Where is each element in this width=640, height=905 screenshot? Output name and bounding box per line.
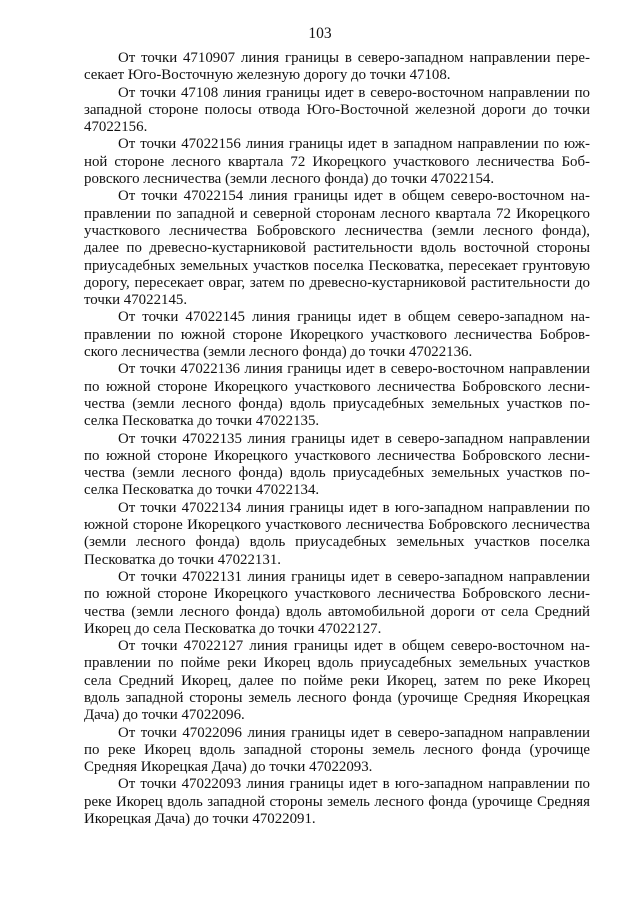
paragraph: От точки 47108 линия границы идет в северо-восточном направлении по западной стороне полосы отвода Юго-Восточной железной дороги до точки 47022156. xyxy=(84,84,590,136)
paragraph: От точки 47022145 линия границы идет в общем северо-западном направлении по южной стороне Икорецкого участкового лесничества Бобровского лесничества (земли лесного фонда) до точки 47022136. xyxy=(84,309,590,361)
paragraph: От точки 47022134 линия границы идет в юго-западном направлении по южной стороне Икорецкого участкового лесничества Бобровского лесничества (земли лесного фонда) вдоль приусадебных земельных участков поселка Песковатка до точки 47022131. xyxy=(84,499,590,568)
paragraph: От точки 47022135 линия границы идет в северо-западном направлении по южной стороне Икорецкого участкового лесничества Бобровского лесничества (земли лесного фонда) вдоль приусадебных земельных участков поселка Песковатка до точки 47022134. xyxy=(84,430,590,499)
paragraph: От точки 47022154 линия границы идет в общем северо-восточном направлении по западной и северной сторонам лесного квартала 72 Икорецкого участкового лесничества Бобровского лесничества (земли лесного фонда), далее по древесно-кустарниковой растительности вдоль восточной стороны приусадебных земельных участков поселка Песковатка, пересекает грунтовую дорогу, пересекает овраг, затем по древесно-кустарниковой растительности до точки 47022145. xyxy=(84,188,590,309)
paragraph: От точки 47022096 линия границы идет в северо-западном направлении по реке Икорец вдоль западной стороны земель лесного фонда (урочище Средняя Икорецкая Дача) до точки 47022093. xyxy=(84,724,590,776)
paragraph: От точки 47022156 линия границы идет в западном направлении по южной стороне лесного квартала 72 Икорецкого участкового лесничества Бобровского лесничества (земли лесного фонда) до точки 47022154. xyxy=(84,136,590,188)
page-number: 103 xyxy=(308,25,332,42)
paragraph: От точки 4710907 линия границы в северо-западном направлении пересекает Юго-Восточную железную дорогу до точки 47108. xyxy=(84,50,590,84)
paragraph: От точки 47022093 линия границы идет в юго-западном направлении по реке Икорец вдоль западной стороны земель лесного фонда (урочище Средняя Икорецкая Дача) до точки 47022091. xyxy=(84,776,590,828)
paragraph: От точки 47022131 линия границы идет в северо-западном направлении по южной стороне Икорецкого участкового лесничества Бобровского лесничества (земли лесного фонда) вдоль автомобильной дороги от села Средний Икорец до села Песковатка до точки 47022127. xyxy=(84,568,590,637)
document-body xyxy=(84,50,590,828)
paragraph: От точки 47022136 линия границы идет в северо-восточном направлении по южной стороне Икорецкого участкового лесничества Бобровского лесничества (земли лесного фонда) вдоль приусадебных земельных участков поселка Песковатка до точки 47022135. xyxy=(84,361,590,430)
paragraph: От точки 47022127 линия границы идет в общем северо-восточном направлении по пойме реки Икорец вдоль приусадебных земельных участков села Средний Икорец, далее по пойме реки Икорец, затем по реке Икорец вдоль западной стороны земель лесного фонда (урочище Средняя Икорецкая Дача) до точки 47022096. xyxy=(84,638,590,724)
